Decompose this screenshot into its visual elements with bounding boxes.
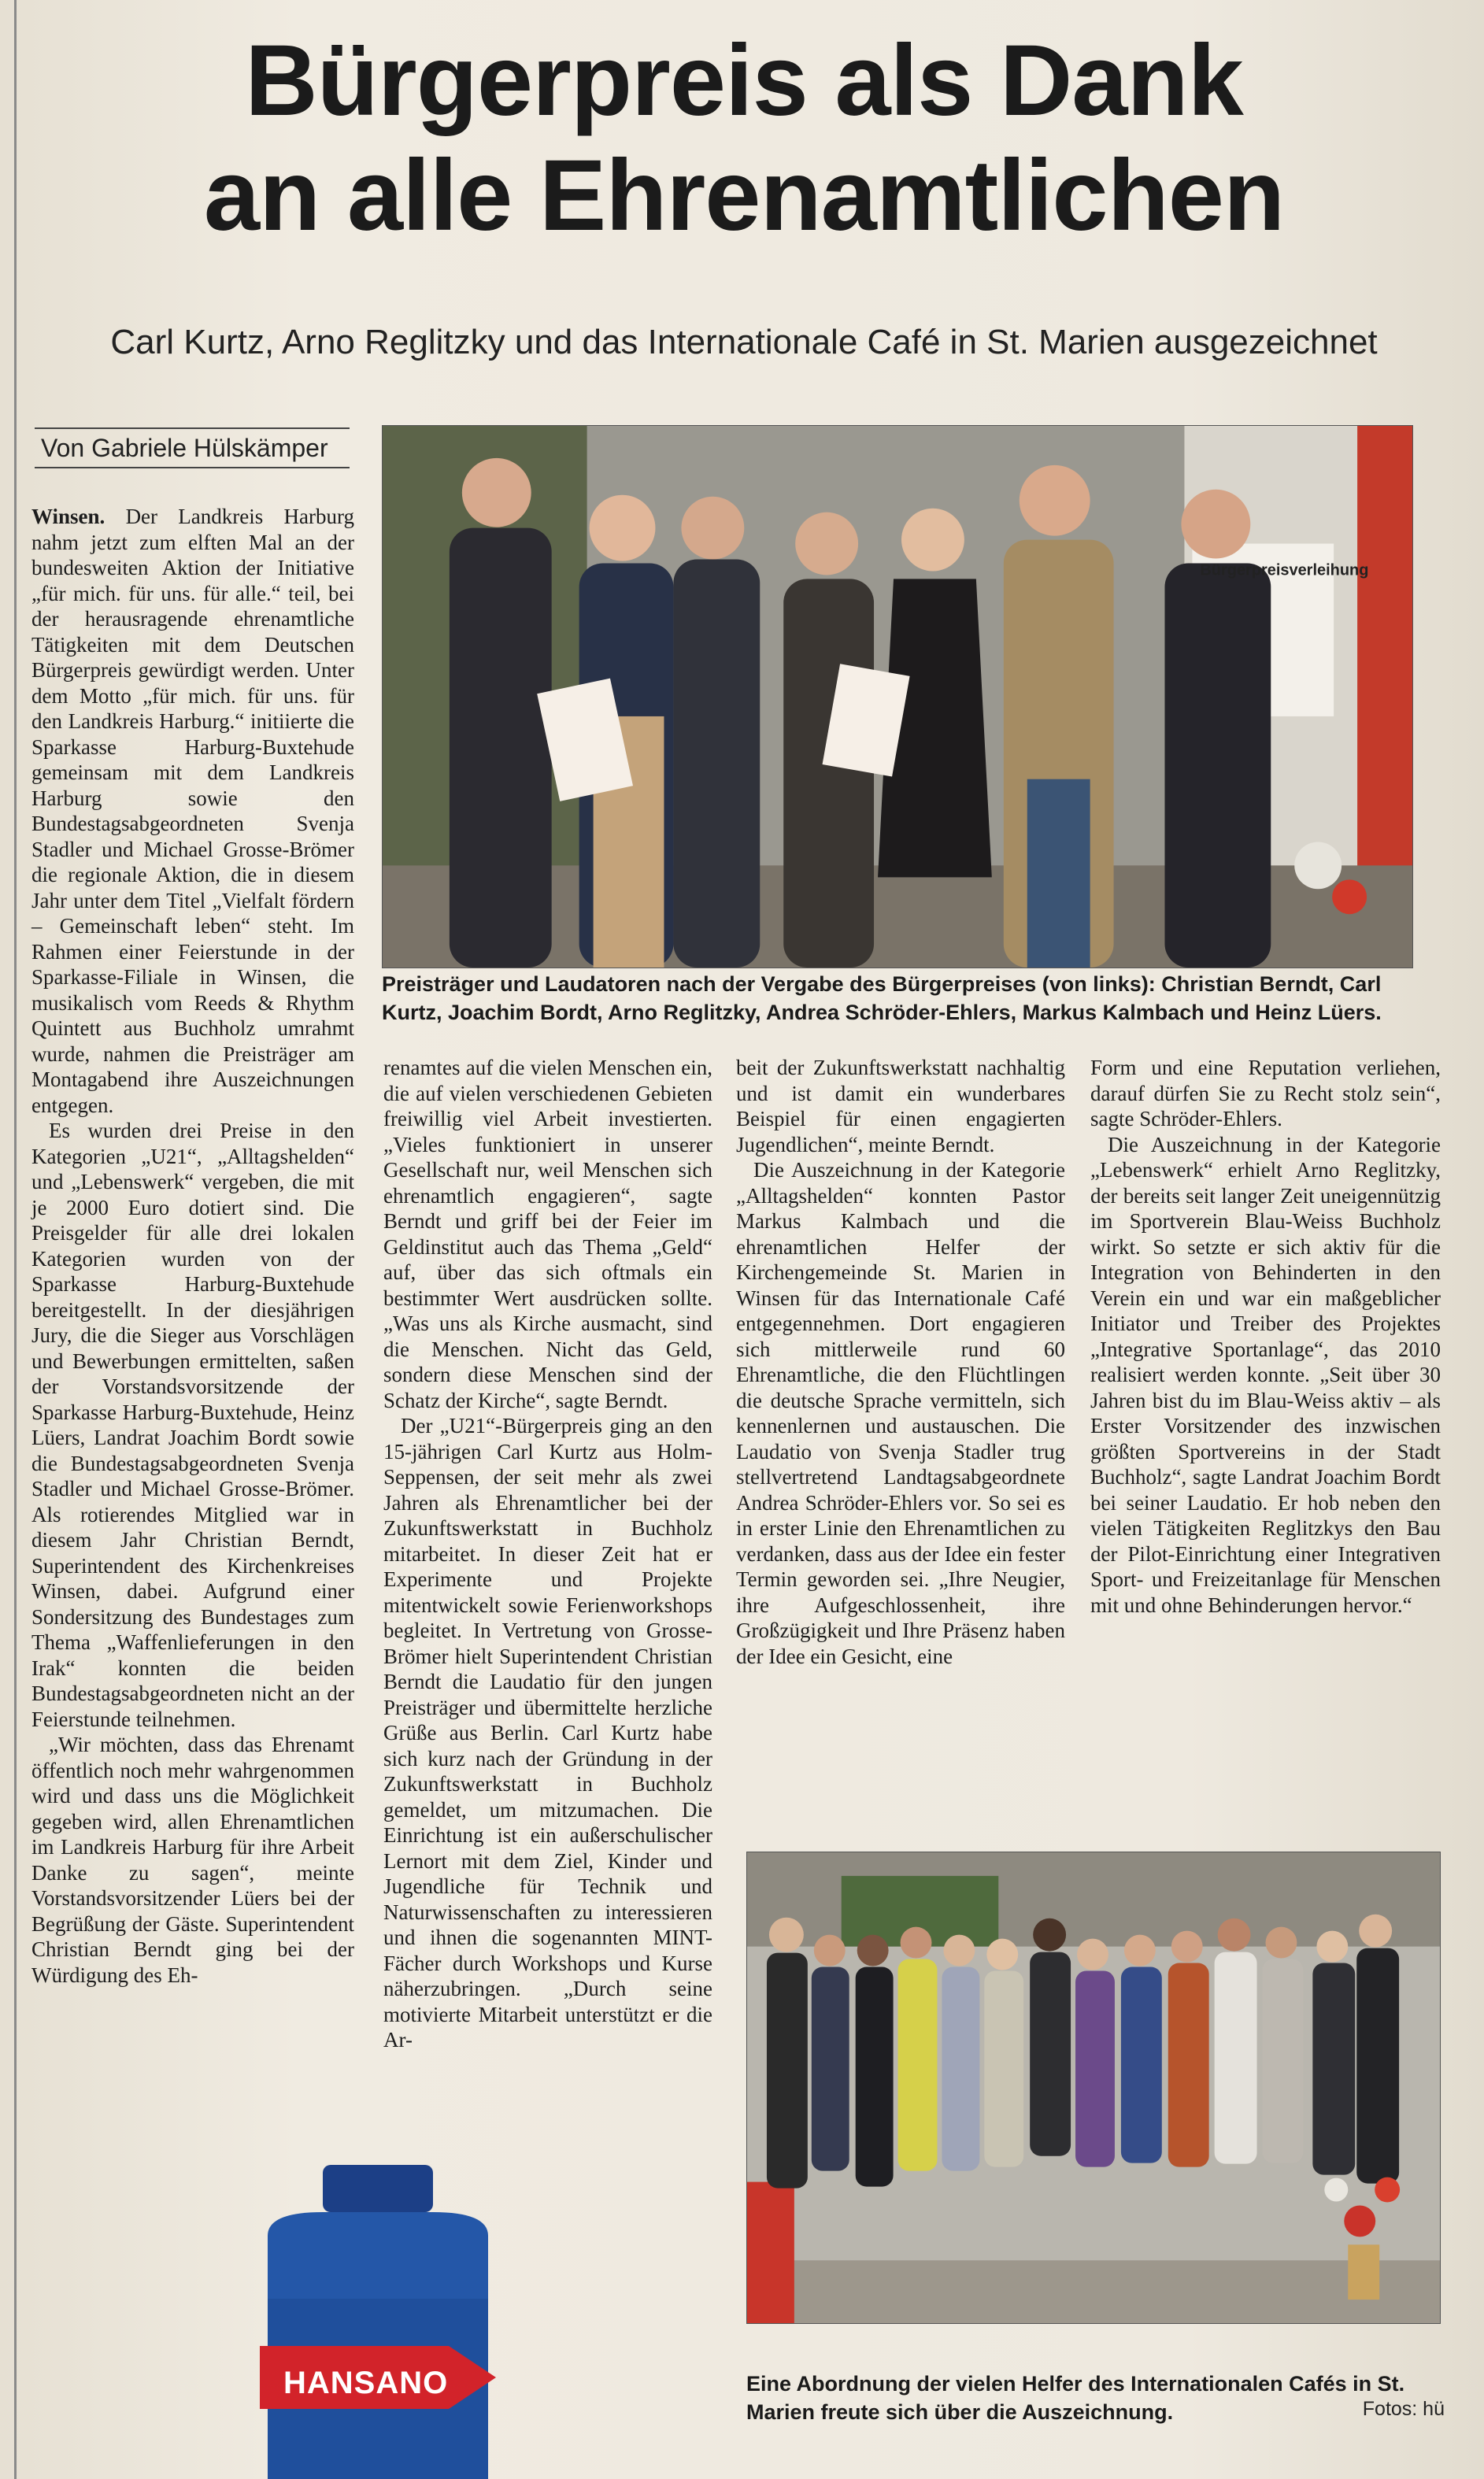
photo-award-winners xyxy=(382,425,1413,968)
headline-line-2: an alle Ehrenamtlichen xyxy=(203,139,1285,252)
paragraph: Die Auszeichnung in der Kategorie „Alltagshelden“ konnten Pastor Markus Kalmbach und die ehrenamtlichen Helfer der Kirchengemeinde St. Marien in Winsen für das Internationale Café entgegennehmen. Dort engagieren sich mittlerweile rund 60 Ehrenamtliche, die den Flüchtlingen die deutsche Sprache vermitteln, sich kennenlernen und austauschen. Die Laudatio von Svenja Stadler trug stellvertretend Landtagsabgeordnete Andrea Schröder-Ehlers vor. So sei es in erster Linie den Ehrenamtlichen zu verdanken, dass aus der Idee ein fester Termin geworden sei. „Ihre Neugier, ihre Aufgeschlossenheit, ihre Großzügigkeit und Ihre Präsenz haben der Idee ein Gesicht, eine xyxy=(736,1158,1065,1668)
photo-caption-1: Preisträger und Laudatoren nach der Vergabe des Bürgerpreises (von links): Christian Berndt, Carl Kurtz, Joachim Bordt, Arno Reglitzky, Andrea Schröder-Ehlers, Markus Kalmbach und Heinz Lüers. xyxy=(382,972,1382,1024)
paragraph: Die Auszeichnung in der Kategorie „Lebenswerk“ erhielt Arno Reglitzky, der bereits seit langer Zeit uneigennützig im Sportverein Blau-Weiss Buchholz wirkt. So setzte er sich aktiv für die Integration von Behinderten in den Verein ein und war ein maßgeblicher Initiator und Treiber des Projektes „Integrative Sportanlage“, das 2010 realisiert werden konnte. „Seit über 30 Jahren bist du im Blau-Weiss aktiv – als Erster Vorsitzender des inzwischen größten Sportvereins in der Stadt Buchholz“, sagte Landrat Joachim Bordt bei seiner Laudatio. Er hob neben den vielen Tätigkeiten Reglitzkys den Bau der Pilot-Einrichtung einer Integrativen Sport- und Freizeitanlage für Menschen mit und ohne Behinderungen hervor.“ xyxy=(1090,1132,1441,1617)
photo-caption-2: Eine Abordnung der vielen Helfer des Internationalen Cafés in St. Marien freute sich über die Auszeichnung. xyxy=(746,2372,1405,2424)
ad-brand-logo: HANSANO xyxy=(283,2366,449,2400)
paragraph xyxy=(31,504,354,1118)
article-column-3 xyxy=(736,1055,1065,1842)
photo-credit: Fotos: hü xyxy=(1362,2398,1445,2420)
article-column-1 xyxy=(31,504,354,2456)
column-rule xyxy=(14,0,17,2479)
article-column-4 xyxy=(1090,1055,1441,1842)
headline xyxy=(47,24,1441,253)
byline: Von Gabriele Hülskämper xyxy=(35,427,350,468)
headline-line-1: Bürgerpreis als Dank xyxy=(245,24,1243,137)
paragraph: Es wurden drei Preise in den Kategorien „U21“, „Alltagshelden“ und „Lebenswerk“ vergeben, die mit je 2000 Euro dotiert sind. Die Preisgelder für alle drei lokalen Kategorien wurden von der Sparkasse Harburg-Buxtehude bereitgestellt. In der diesjährigen Jury, die die Sieger aus Vorschlägen und Bewerbungen ermittelten, saßen der Vorstandsvorsitzende der Sparkasse Harburg-Buxtehude, Heinz Lüers, Landrat Joachim Bordt sowie die Bundestagsabgeordneten Svenja Stadler und Michael Grosse-Brömer. Als rotierendes Mitglied war in diesem Jahr Christian Berndt, Superintendent des Kirchenkreises Winsen, dabei. Aufgrund einer Sondersitzung des Bundestages zum Thema „Waffenlieferungen in den Irak“ konnten die beiden Bundestagsabgeordneten nicht an der Feierstunde teilnehmen. xyxy=(31,1119,354,1731)
photo-cafe-helpers xyxy=(746,1852,1441,2324)
paragraph-text: Der Landkreis Harburg nahm jetzt zum elften Mal an der bundesweiten Aktion der Initiative „für mich. für uns. für alle.“ teil, bei der herausragende ehrenamtliche Tätigkeiten mit dem Deutschen Bürgerpreis gewürdigt werden. Unter dem Motto „für mich. für uns. für den Landkreis Harburg.“ initiierte die Sparkasse Harburg-Buxtehude gemeinsam mit dem Landkreis Harburg sowie den Bundestagsabgeordneten Svenja Stadler und Michael Grosse-Brömer die regionale Aktion, die in diesem Jahr unter dem Titel „Vielfalt fördern – Gemeinschaft leben“ steht. Im Rahmen einer Feierstunde in der Sparkasse-Filiale in Winsen, die musikalisch vom Reeds & Rhythm Quintett aus Buchholz umrahmt wurde, nahmen die Preisträger am Montagabend ihre Auszeichnungen entgegen. xyxy=(31,505,354,1117)
paragraph: Der „U21“-Bürgerpreis ging an den 15-jährigen Carl Kurtz aus Holm-Seppensen, der seit mehr als zwei Jahren als Ehrenamtlicher bei der Zukunftswerkstatt in Buchholz mitarbeitet. In dieser Zeit hat er Experimente und Projekte mitentwickelt sowie Ferienworkshops begleitet. In Vertretung von Grosse-Brömer hielt Superintendent Christian Berndt die Laudatio für den jungen Preisträger und übermittelte herzliche Grüße aus Berlin. Carl Kurtz habe sich kurz nach der Gründung in der Zukunftswerkstatt in Buchholz gemeldet, um mitzumachen. Die Einrichtung ist ein außerschulischer Lernort mit dem Ziel, Kinder und Jugendliche für Technik und Naturwissenschaften zu interessieren und ihnen die sogenannten MINT-Fächer durch Workshops und Kurse näherzubringen. „Durch seine motivierte Mitarbeit unterstützt er die Ar- xyxy=(383,1414,712,2052)
paragraph: Form und eine Reputation verliehen, darauf dürfen Sie zu Recht stolz sein“, sagte Schröder-Ehlers. xyxy=(1090,1056,1441,1130)
photo1-sign-text: Bürgerpreisverleihung xyxy=(1200,561,1369,579)
subtitle: Carl Kurtz, Arno Reglitzky und das Internationale Café in St. Marien ausgezeichnet xyxy=(110,323,1378,361)
paragraph: renamtes auf die vielen Menschen ein, die auf vielen verschiedenen Gebieten freiwillig viel Arbeit investierten. „Vieles funktioniert in unserer Gesellschaft nur, weil Menschen sich ehrenamtlich engagieren“, sagte Berndt und griff bei der Feier im Geldinstitut auch das Thema „Geld“ auf, über das sich oftmals ein bestimmter Wert ausdrücken sollte. „Was uns als Kirche ausmacht, sind die Menschen. Nicht das Geld, sondern diese Menschen sind der Schatz der Kirche“, sagte Berndt. xyxy=(383,1056,712,1412)
dateline: Winsen. xyxy=(31,505,105,528)
hansano-advertisement xyxy=(236,2165,520,2479)
paragraph: „Wir möchten, dass das Ehrenamt öffentlich noch mehr wahrgenommen wird und dass uns die Möglichkeit gegeben wird, allen Ehrenamtlichen im Landkreis Harburg für ihre Arbeit Danke zu sagen“, meinte Vorstandsvorsitzender Lüers bei der Begrüßung der Gäste. Superintendent Christian Berndt ging bei der Würdigung des Eh- xyxy=(31,1733,354,1987)
paragraph: beit der Zukunftswerkstatt nachhaltig und ist damit ein wunderbares Beispiel für einen engagierten Jugendlichen“, meinte Berndt. xyxy=(736,1056,1065,1156)
